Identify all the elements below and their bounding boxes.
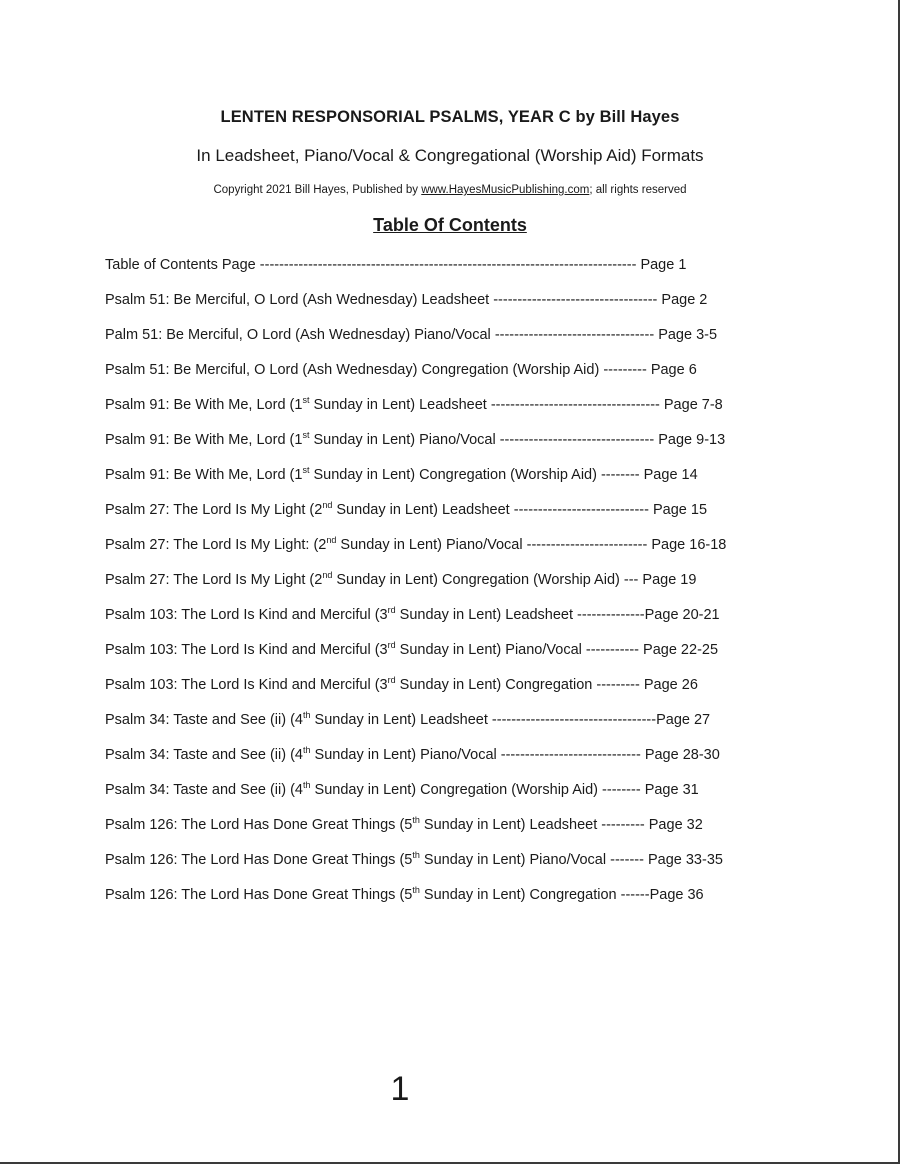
leader-dashes: --- (623, 572, 639, 588)
entry-page: Page 27 (656, 712, 711, 728)
ordinal-suffix: th (412, 850, 420, 861)
entry-title-rest: Sunday in Lent) Leadsheet (310, 712, 492, 728)
entry-title-rest: Sunday in Lent) Leadsheet (395, 607, 578, 623)
ordinal-suffix: rd (387, 605, 396, 616)
entry-page: Page 22-25 (639, 642, 719, 658)
toc-entry (105, 675, 805, 710)
entry-title-rest: Sunday in Lent) Leadsheet (309, 397, 491, 413)
entry-page: Page 1 (636, 257, 687, 273)
toc-entry (105, 500, 805, 535)
entry-title-part: Psalm 27: The Lord Is My Light: (2 (105, 537, 327, 553)
entry-page: Page 26 (639, 677, 698, 693)
ordinal-suffix: st (302, 395, 310, 406)
ordinal-suffix: nd (322, 500, 333, 511)
ordinal-suffix: th (303, 745, 311, 756)
toc-entry (105, 640, 805, 675)
leader-dashes: ----------- (585, 642, 640, 658)
toc-entry (105, 745, 805, 780)
toc-entry (105, 325, 805, 360)
leader-dashes: -------- (602, 782, 641, 798)
entry-page: Page 36 (649, 887, 704, 903)
entry-title-part: Palm 51: Be Merciful, O Lord (Ash Wednesday) Piano/Vocal (105, 327, 495, 343)
leader-dashes: ---------------------------------- (493, 292, 658, 308)
leader-dashes: --------- (596, 677, 640, 693)
ordinal-suffix: th (303, 710, 311, 721)
leader-dashes: --------- (603, 362, 647, 378)
entry-title-rest: Sunday in Lent) Piano/Vocal (309, 432, 500, 448)
entry-title-rest: Sunday in Lent) Congregation (Worship Aid) (309, 467, 601, 483)
entry-title-rest: Sunday in Lent) Piano/Vocal (310, 747, 501, 763)
leader-dashes: -------------- (577, 607, 645, 623)
ordinal-suffix: nd (322, 570, 333, 581)
entry-title-part: Psalm 27: The Lord Is My Light (2 (105, 502, 323, 518)
toc-entry (105, 815, 805, 850)
copyright-suffix: ; all rights reserved (589, 184, 687, 196)
toc-entry (105, 360, 805, 395)
leader-dashes: ----------------------------------- (490, 397, 660, 413)
toc-entry (105, 465, 805, 500)
leader-dashes: ------------------------- (526, 537, 648, 553)
leader-dashes: ---------------------------------- (491, 712, 657, 728)
entry-title-part: Table of Contents Page (105, 257, 260, 273)
entry-title-part: Psalm 103: The Lord Is Kind and Merciful (3 (105, 642, 388, 658)
leader-dashes: ------ (620, 887, 650, 903)
ordinal-suffix: nd (326, 535, 337, 546)
ordinal-suffix: th (303, 780, 311, 791)
entry-title-part: Psalm 91: Be With Me, Lord (1 (105, 432, 303, 448)
toc-entry (105, 395, 805, 430)
entry-title-part: Psalm 34: Taste and See (ii) (4 (105, 782, 303, 798)
entry-page: Page 19 (638, 572, 697, 588)
entry-title-rest: Sunday in Lent) Congregation (395, 677, 597, 693)
entry-page: Page 14 (639, 467, 698, 483)
entry-title-part: Psalm 126: The Lord Has Done Great Things (5 (105, 887, 413, 903)
leader-dashes: --------------------------------- (494, 327, 655, 343)
entry-title-part: Psalm 51: Be Merciful, O Lord (Ash Wednesday) Congregation (Worship Aid) (105, 362, 604, 378)
entry-title-rest: Sunday in Lent) Congregation (Worship Aid) (332, 572, 624, 588)
entry-title-part: Psalm 91: Be With Me, Lord (1 (105, 397, 303, 413)
entry-title-rest: Sunday in Lent) Piano/Vocal (419, 852, 611, 868)
ordinal-suffix: th (412, 885, 420, 896)
entry-page: Page 15 (648, 502, 708, 518)
entry-title-rest: Sunday in Lent) Leadsheet (419, 817, 602, 833)
entry-page: Page 31 (640, 782, 699, 798)
entry-title-rest: Sunday in Lent) Congregation (419, 887, 621, 903)
copyright-line (0, 184, 900, 196)
toc-heading: Table Of Contents (373, 215, 527, 235)
ordinal-suffix: rd (387, 675, 396, 686)
toc-entry (105, 290, 805, 325)
ordinal-suffix: st (302, 465, 310, 476)
entry-title-rest: Sunday in Lent) Piano/Vocal (336, 537, 527, 553)
entry-title-part: Psalm 126: The Lord Has Done Great Things (5 (105, 852, 413, 868)
leader-dashes: ----------------------------- (500, 747, 641, 763)
entry-title-rest: Sunday in Lent) Leadsheet (332, 502, 514, 518)
entry-title-part: Psalm 103: The Lord Is Kind and Merciful (3 (105, 607, 388, 623)
document-title: LENTEN RESPONSORIAL PSALMS, YEAR C by Bill Hayes (220, 108, 680, 126)
entry-page: Page 6 (646, 362, 697, 378)
entry-page: Page 16-18 (647, 537, 727, 553)
entry-title-part: Psalm 34: Taste and See (ii) (4 (105, 712, 303, 728)
toc-entry (105, 850, 805, 885)
entry-title-rest: Sunday in Lent) Piano/Vocal (395, 642, 586, 658)
entry-title-part: Psalm 126: The Lord Has Done Great Things (5 (105, 817, 413, 833)
leader-dashes: ---------------------------- (513, 502, 649, 518)
entry-title-part: Psalm 34: Taste and See (ii) (4 (105, 747, 303, 763)
ordinal-suffix: th (412, 815, 420, 826)
leader-dashes: -------- (600, 467, 640, 483)
ordinal-suffix: st (302, 430, 310, 441)
toc-entry (105, 605, 805, 640)
entry-title-part: Psalm 103: The Lord Is Kind and Merciful (3 (105, 677, 388, 693)
leader-dashes: ------- (610, 852, 644, 868)
entry-title-part: Psalm 91: Be With Me, Lord (1 (105, 467, 303, 483)
page-number: 1 (390, 1070, 410, 1108)
entry-page: Page 9-13 (654, 432, 726, 448)
toc-entry (105, 430, 805, 465)
toc-entry (105, 885, 805, 920)
copyright-prefix: Copyright 2021 Bill Hayes, Published by (213, 184, 422, 196)
entry-page: Page 2 (657, 292, 708, 308)
entry-page: Page 32 (644, 817, 703, 833)
toc-entry (105, 710, 805, 745)
entry-page: Page 33-35 (643, 852, 723, 868)
entry-title-part: Psalm 27: The Lord Is My Light (2 (105, 572, 323, 588)
leader-dashes: -------------------------------- (499, 432, 655, 448)
toc-entry (105, 780, 805, 815)
entry-title-part: Psalm 51: Be Merciful, O Lord (Ash Wednesday) Leadsheet (105, 292, 494, 308)
table-of-contents (105, 255, 805, 920)
document-subtitle: In Leadsheet, Piano/Vocal & Congregational (Worship Aid) Formats (196, 146, 704, 165)
toc-entry (105, 255, 805, 290)
toc-entry (105, 570, 805, 605)
entry-page: Page 20-21 (644, 607, 720, 623)
entry-page: Page 7-8 (659, 397, 723, 413)
ordinal-suffix: rd (387, 640, 396, 651)
publisher-link[interactable]: www.HayesMusicPublishing.com (421, 184, 590, 196)
leader-dashes: --------- (601, 817, 645, 833)
entry-page: Page 28-30 (640, 747, 720, 763)
leader-dashes: ------------------------------------------------------------------------------ (259, 257, 637, 273)
entry-title-rest: Sunday in Lent) Congregation (Worship Aid) (310, 782, 603, 798)
toc-entry (105, 535, 805, 570)
entry-page: Page 3-5 (654, 327, 718, 343)
